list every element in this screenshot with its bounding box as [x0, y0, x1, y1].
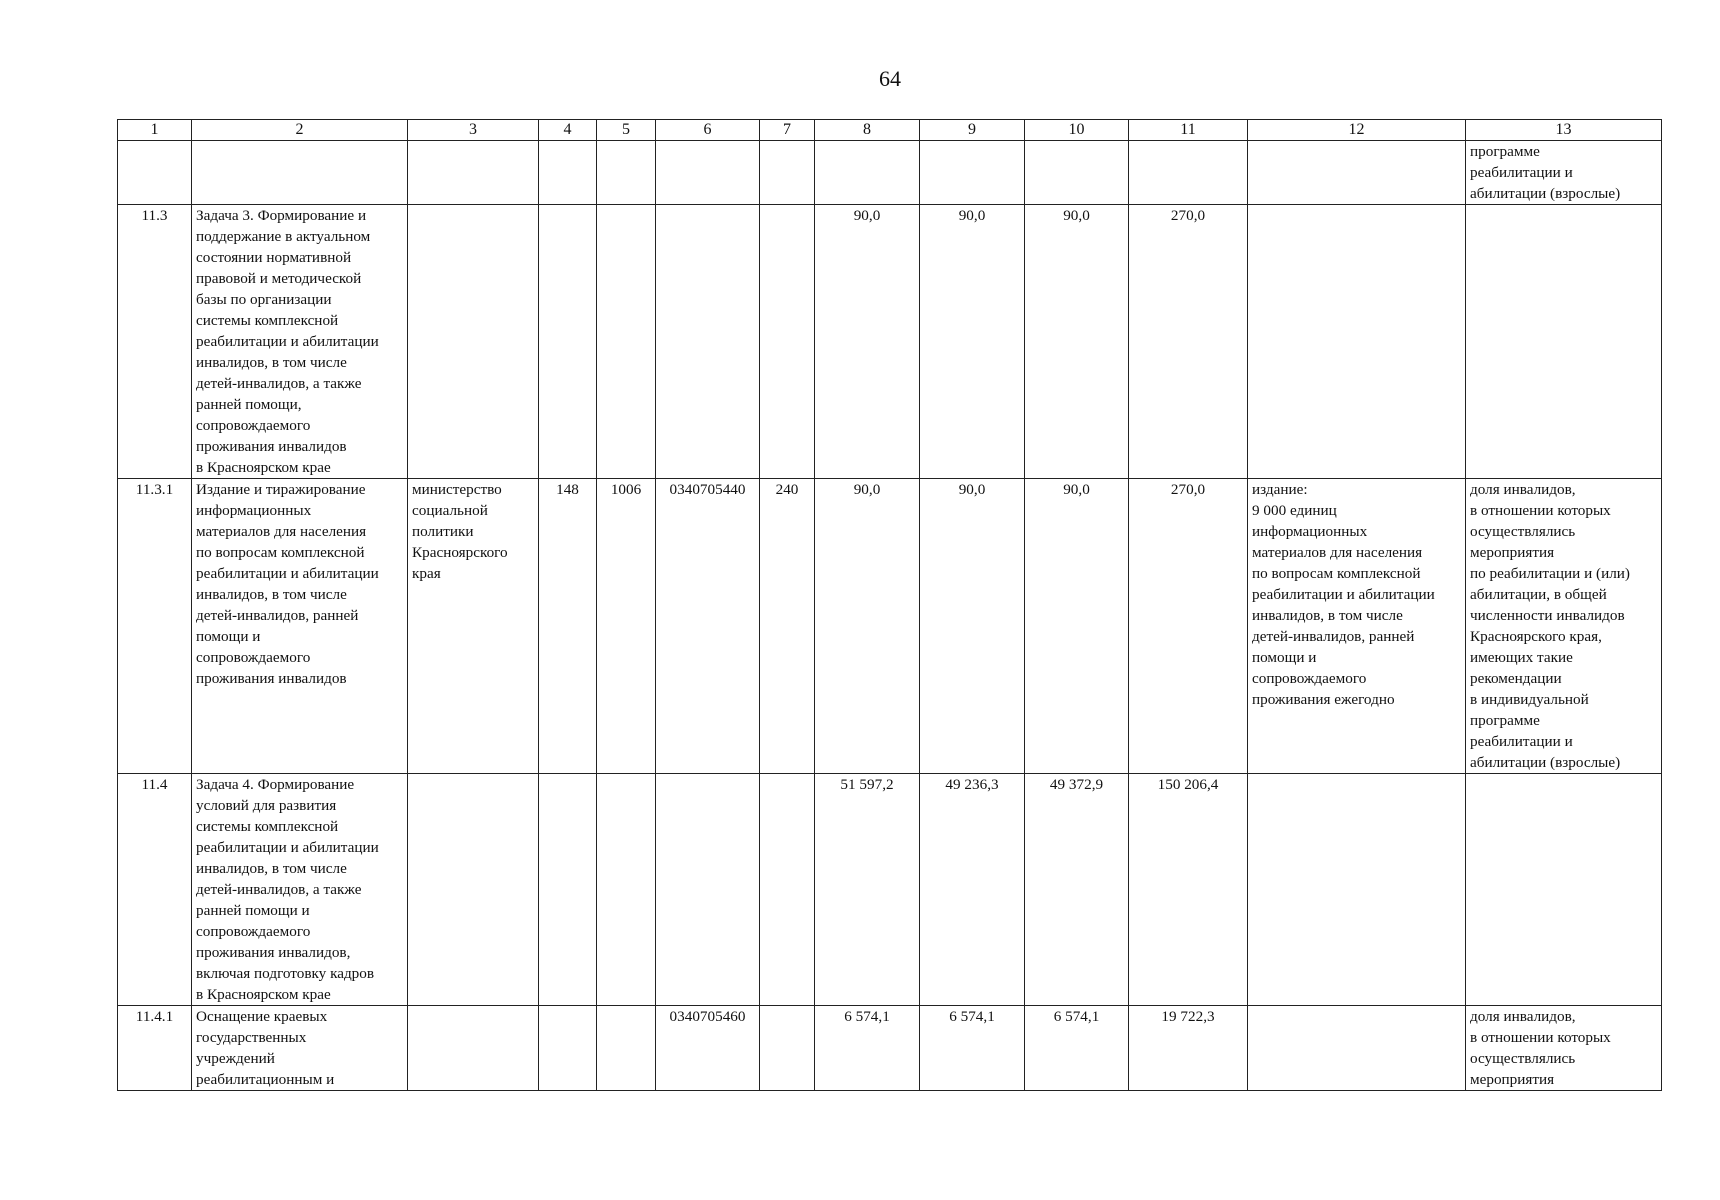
description-cell: Оснащение краевых государственных учреждений реабилитационным и	[192, 1006, 408, 1091]
code-cell: 148	[539, 479, 597, 774]
amount-cell: 6 574,1	[920, 1006, 1025, 1091]
code-cell: 240	[760, 479, 815, 774]
code-cell	[656, 774, 760, 1006]
column-header: 2	[192, 120, 408, 141]
amount-cell: 49 236,3	[920, 774, 1025, 1006]
executor-cell	[408, 1006, 539, 1091]
executor-cell	[408, 205, 539, 479]
code-cell	[539, 1006, 597, 1091]
column-header: 5	[597, 120, 656, 141]
indicator-cell: доля инвалидов, в отношении которых осуществлялись мероприятия	[1466, 1006, 1662, 1091]
column-header: 6	[656, 120, 760, 141]
code-cell	[656, 205, 760, 479]
code-cell	[539, 141, 597, 205]
amount-cell: 90,0	[920, 479, 1025, 774]
column-header: 8	[815, 120, 920, 141]
code-cell	[597, 774, 656, 1006]
executor-cell: министерство социальной политики Красноярского края	[408, 479, 539, 774]
result-cell: издание: 9 000 единиц информационных материалов для населения по вопросам комплексной реабилитации и абилитации инвалидов, в том числе детей-инвалидов, ранней помощи и сопровождаемого проживания ежегодно	[1248, 479, 1466, 774]
code-cell	[539, 205, 597, 479]
column-header: 13	[1466, 120, 1662, 141]
code-cell	[760, 774, 815, 1006]
code-cell	[597, 205, 656, 479]
indicator-cell: доля инвалидов, в отношении которых осуществлялись мероприятия по реабилитации и (или) абилитации, в общей численности инвалидов Красноярского края, имеющих такие рекомендации в индивидуальной программе реабилитации и абилитации (взрослые)	[1466, 479, 1662, 774]
column-header: 11	[1129, 120, 1248, 141]
table-row	[118, 205, 1662, 479]
table-row	[118, 479, 1662, 774]
code-cell	[760, 1006, 815, 1091]
code-cell	[597, 1006, 656, 1091]
code-cell	[597, 141, 656, 205]
column-header: 7	[760, 120, 815, 141]
column-header: 4	[539, 120, 597, 141]
column-header: 1	[118, 120, 192, 141]
executor-cell	[408, 774, 539, 1006]
amount-cell: 90,0	[1025, 479, 1129, 774]
code-cell: 0340705440	[656, 479, 760, 774]
total-cell: 270,0	[1129, 479, 1248, 774]
row-number-cell	[118, 141, 192, 205]
column-header: 10	[1025, 120, 1129, 141]
amount-cell: 6 574,1	[815, 1006, 920, 1091]
total-cell: 150 206,4	[1129, 774, 1248, 1006]
amount-cell	[1025, 141, 1129, 205]
indicator-cell	[1466, 774, 1662, 1006]
code-cell	[539, 774, 597, 1006]
amount-cell: 49 372,9	[1025, 774, 1129, 1006]
amount-cell: 90,0	[815, 479, 920, 774]
amount-cell	[815, 141, 920, 205]
total-cell	[1129, 141, 1248, 205]
amount-cell: 90,0	[1025, 205, 1129, 479]
amount-cell: 90,0	[920, 205, 1025, 479]
description-cell: Задача 4. Формирование условий для развития системы комплексной реабилитации и абилитации инвалидов, в том числе детей-инвалидов, а также ранней помощи и сопровождаемого проживания инвалидов, включая подготовку кадров в Красноярском крае	[192, 774, 408, 1006]
result-cell	[1248, 141, 1466, 205]
executor-cell	[408, 141, 539, 205]
result-cell	[1248, 774, 1466, 1006]
amount-cell: 6 574,1	[1025, 1006, 1129, 1091]
row-number-cell: 11.4	[118, 774, 192, 1006]
column-header: 12	[1248, 120, 1466, 141]
indicator-cell	[1466, 205, 1662, 479]
description-cell	[192, 141, 408, 205]
table-header-row	[118, 120, 1662, 141]
table-row	[118, 774, 1662, 1006]
code-cell	[760, 141, 815, 205]
column-header: 3	[408, 120, 539, 141]
code-cell	[760, 205, 815, 479]
column-header: 9	[920, 120, 1025, 141]
result-cell	[1248, 1006, 1466, 1091]
code-cell	[656, 141, 760, 205]
table-row	[118, 1006, 1662, 1091]
total-cell: 19 722,3	[1129, 1006, 1248, 1091]
page-number: 64	[879, 66, 901, 91]
row-number-cell: 11.3	[118, 205, 192, 479]
total-cell: 270,0	[1129, 205, 1248, 479]
amount-cell: 90,0	[815, 205, 920, 479]
indicator-cell: программе реабилитации и абилитации (взрослые)	[1466, 141, 1662, 205]
table-row	[118, 141, 1662, 205]
program-table	[117, 119, 1662, 1091]
result-cell	[1248, 205, 1466, 479]
amount-cell: 51 597,2	[815, 774, 920, 1006]
amount-cell	[920, 141, 1025, 205]
row-number-cell: 11.4.1	[118, 1006, 192, 1091]
description-cell: Задача 3. Формирование и поддержание в актуальном состоянии нормативной правовой и методической базы по организации системы комплексной реабилитации и абилитации инвалидов, в том числе детей-инвалидов, а также ранней помощи, сопровождаемого проживания инвалидов в Красноярском крае	[192, 205, 408, 479]
description-cell: Издание и тиражирование информационных материалов для населения по вопросам комплексной реабилитации и абилитации инвалидов, в том числе детей-инвалидов, ранней помощи и сопровождаемого проживания инвалидов	[192, 479, 408, 774]
code-cell: 1006	[597, 479, 656, 774]
row-number-cell: 11.3.1	[118, 479, 192, 774]
code-cell: 0340705460	[656, 1006, 760, 1091]
